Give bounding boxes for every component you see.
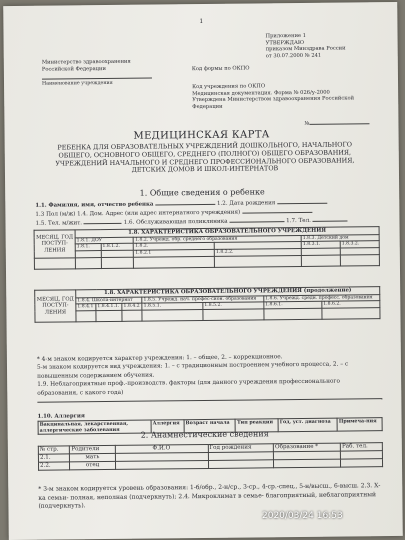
registration-block [192,82,382,110]
reg-line: Код учреждения по ОКПО [192,83,266,91]
table-row: мать [70,453,115,461]
code-cell: 1.8.3.2. [340,241,379,248]
ministry-line: Министерство здравоохранения [41,58,131,66]
institution-table [34,226,380,270]
parents-table [38,442,383,471]
note-line: * 4-м знаком кодируется характер учреждения: 1. – общее, 2. – коррекционное. [36,354,283,363]
field-phone-label: 1.5. Тел. м/жит. [35,220,83,227]
number-sign: № [304,120,310,127]
approval-line: УТВЕРЖДАЮ [265,39,305,46]
allergy-col-age: Возраст начала [184,419,236,433]
code-cell: 1.8.4.2 [122,304,142,311]
card-number [304,118,369,127]
group-vocational-primary: 1.8.5. Учрежд. нач. профес-сион. образования [142,296,264,304]
parents-col-num: № стр. [38,446,70,454]
code-cell: 1.8.4.1 [76,304,96,311]
approval-line: приказом Минздрава России [265,45,346,53]
field-address-label: 1.3 Пол (м/ж) 1.4. Дом. Адрес (или адрес интернатного учреждения) [35,209,241,218]
reg-line: Медицинская документация. Форма № 026/у-2000 [192,89,330,97]
reg-line: Утверждена Министерством здравоохранения Российской [192,95,355,104]
page-number: 1 [199,17,204,26]
approval-block [266,32,386,59]
group-vocational-secondary: 1.8.6. Учрежд. средн. професс. образования [264,294,380,302]
field-birthdate-label: 1.2. Дата рождения [216,200,276,207]
footer-note: * 3-м знаком кодируется уровень образования: 1-б/обр., 2-н/ср., 3-ср., 4-ср.-спец., 5-н/высш., 6-высш. 2.3. Х-ка семьи- полная, неполная (подчеркнуть); 2.4. Микроклимат в семье- благоприятный, неблагоприятный (подчеркнуть). [38,482,381,511]
table-row: отец [70,461,115,469]
institution-table-title: 1.8. ХАРАКТЕРИСТИКА ОБРАЗОВАТЕЛЬНОГО УЧРЕЖДЕНИЯ [75,227,379,238]
code-cell: 1.8.4.1.1. [96,304,122,311]
photo-timestamp: 2020/03/24 16:53 [262,511,343,521]
note-line: 5-м знаком кодируется вид учреждения: 1. – с традиционным построением учебного процесса, 2. – с повышенным содержанием обучения. [36,361,349,380]
group-secondary: 1.8.2. Учрежд. обр. среднего образования [134,235,302,243]
code-cell: 1.8.5.1. [142,303,203,310]
parents-col-birth: Год рождения [208,444,274,453]
medical-card-page [3,2,403,540]
group-preschool: 1.8.1. ДОУ [75,237,133,244]
admission-date-header: МЕСЯЦ, ГОД ПОСТУП-ЛЕНИЯ [34,230,75,258]
code-cell: 1.8.1. [75,244,101,251]
page-subtitle: РЕБЕНКА ДЛЯ ОБРАЗОВАТЕЛЬНЫХ УЧРЕЖДЕНИЙ ДОШКОЛЬНОГО, НАЧАЛЬНОГО ОБЩЕГО, ОСНОВНОГО ОБЩЕГО, СРЕДНЕГО (ПОЛНОГО) ОБЩЕГО ОБРАЗОВАНИЯ, УЧРЕЖДЕНИЙ НАЧАЛЬНОГО И СРЕДНЕГО ПРОФЕССИОНАЛЬНОГО ОБРАЗОВАНИЯ, ДЕТСКИХ ДОМОВ И ШКОЛ-ИНТЕРНАТОВ [55,140,355,175]
code-cell: 1.8.6.2. [322,301,380,308]
code-cell: 1.8.6.1. [264,302,322,309]
field-name-label: 1.1. Фамилия, имя, отчество ребенка [35,201,154,209]
code-cell: 1.8.3.1. [301,242,340,249]
parents-col-parent: Родители [70,445,115,453]
institution-table-continued [34,286,380,323]
page-title: МЕДИЦИНСКАЯ КАРТА [133,129,270,142]
okpo-label: Код формы по ОКПО [191,65,250,73]
group-boarding-school: 1.8.4. Школа-интернат [76,297,142,304]
allergy-col-type: Вакцинальная, лекарственная, аллергические заболевания [38,420,151,434]
allergy-col-year: Год, уст. диагноза [278,418,337,432]
code-cell: 1.8.2.2. [214,249,301,257]
approval-line: Приложение 1 [265,32,307,40]
reg-line: Федерации [192,103,223,110]
empty-cell [76,311,96,322]
field-clinic-phone-label: 1.7. Тел. [286,217,311,225]
code-cell: 1.8.5.2. [203,302,264,309]
code-cell: 1.8.2. [134,243,215,251]
allergy-title: 1.10. Аллергия [37,413,85,420]
empty-cell [34,258,75,269]
institution-table-title-2: 1.8. ХАРАКТЕРИСТИКА ОБРАЗОВАТЕЛЬНОГО УЧРЕЖДЕНИЯ (продолжение) [76,287,380,298]
note-line: 1.9. Неблагоприятные проф.-производств. факторы (для данного учреждения профессионального образования, с какого года) [37,378,340,397]
admission-date-header-2: МЕСЯЦ, ГОД ПОСТУП-ЛЕНИЯ [35,290,76,323]
parents-col-name: Ф.И.О [115,444,208,453]
table-row: 2.1. [38,454,70,462]
group-orphanage: 1.8.3. Детский дом [301,234,379,242]
approval-line: от 30.07.2000 № 241 [265,52,322,59]
parents-col-education: Образование * [273,443,340,452]
institution-line [42,72,152,80]
allergy-col-notes: Примеча-ния [337,417,382,430]
section-1-title: 1. Общие сведения о ребенке [139,187,265,198]
field-clinic-label: 1.6. Обслуживающая поликлиника [123,218,228,226]
code-cell: 1.8.2.1 [134,250,215,258]
notes-block [37,352,382,403]
table-row: 2.2. [38,462,70,470]
ministry-block [42,59,152,88]
ministry-line: Российской Федерации [41,65,106,73]
code-cell: 1.8.1.2. [101,244,134,251]
section-2-title: 2. Анамнестические сведения [140,429,269,440]
allergy-col-allergy: Аллергия [151,419,184,432]
institution-label: Наименование учреждения [42,80,113,87]
allergy-col-reaction: Тип реакции [236,418,279,431]
parents-col-phone: Раб. тел. [340,443,382,451]
